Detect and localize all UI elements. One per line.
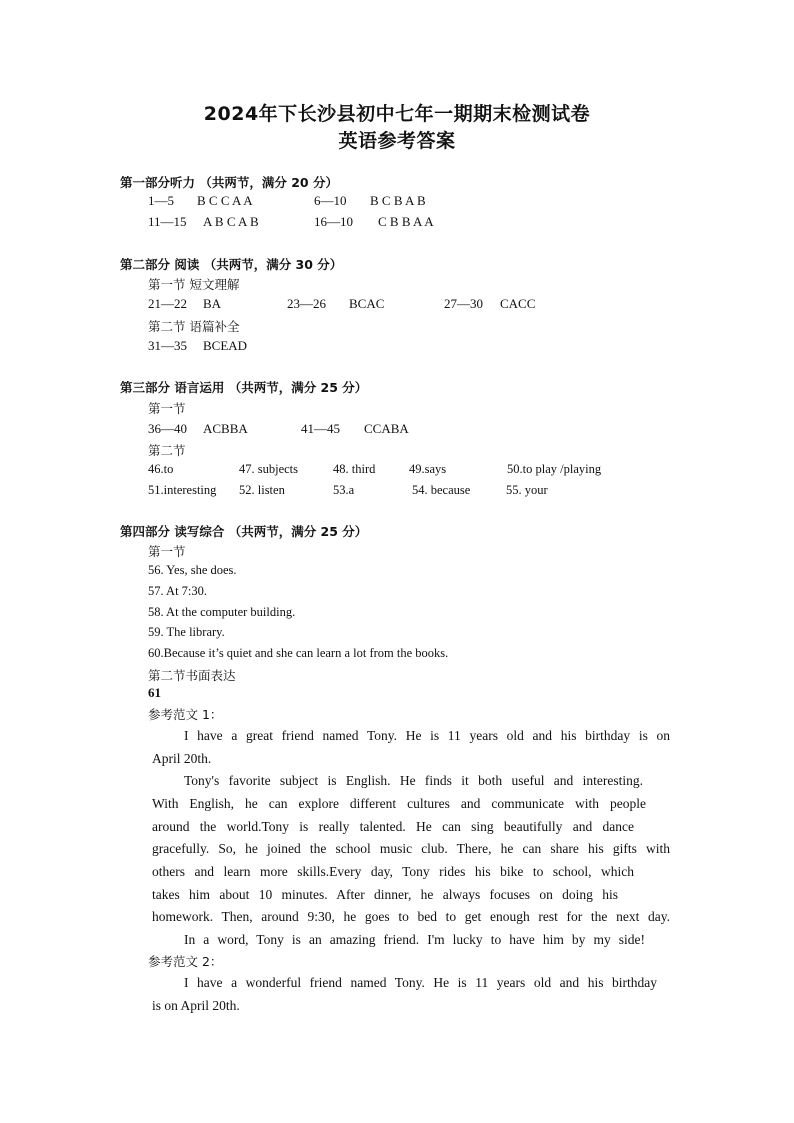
essay-line: around the world.Tony is really talented. He can sing beautifully and dance <box>152 819 634 834</box>
short-answer: 57. At 7:30. <box>148 584 208 598</box>
part1-answer: A B C A B <box>203 214 259 229</box>
sample1-label: 参考范文 1： <box>148 707 223 722</box>
part2-heading: 第二部分 阅读 （共两节，满分 30 分） <box>120 257 343 272</box>
document-title: 2024年下长沙县初中七年一期期末检测试卷 <box>203 103 591 125</box>
part3-section1-title: 第一节 <box>148 401 186 416</box>
part2-range: 21—22 <box>148 296 187 311</box>
part3-heading: 第三部分 语言运用 （共两节，满分 25 分） <box>120 380 368 395</box>
part4-section1-title: 第一节 <box>148 544 186 559</box>
short-answer: 56. Yes, she does. <box>148 563 237 577</box>
fill-answer: 50.to play /playing <box>507 462 602 476</box>
part2-section2-title: 第二节 语篇补全 <box>148 319 240 334</box>
essay-line: April 20th. <box>152 751 212 766</box>
part1-answer: B C B A B <box>370 193 426 208</box>
part3-range: 36—40 <box>148 421 187 436</box>
essay-line: homework. Then, around 9:30, he goes to bed to get enough rest for the next day. <box>152 909 670 924</box>
essay-line: In a word, Tony is an amazing friend. I'm lucky to have him by my side! <box>184 932 645 947</box>
part2-answer: CACC <box>500 296 536 311</box>
part1-range: 16—10 <box>314 214 353 229</box>
part2-range: 31—35 <box>148 338 187 353</box>
essay-line: I have a great friend named Tony. He is 11 years old and his birthday is on <box>184 728 670 743</box>
fill-answer: 49.says <box>409 462 447 476</box>
part3-answer: CCABA <box>364 421 409 436</box>
item-number: 61 <box>148 685 161 700</box>
part2-range: 23—26 <box>287 296 326 311</box>
short-answer: 59. The library. <box>148 625 225 639</box>
part1-range: 1—5 <box>148 193 174 208</box>
essay-line: I have a wonderful friend named Tony. He is 11 years old and his birthday <box>184 975 657 990</box>
part1-heading: 第一部分听力 （共两节，满分 20 分） <box>120 175 338 190</box>
essay-line: With English, he can explore different cultures and communicate with people <box>152 796 646 811</box>
part4-section2-title: 第二节书面表达 <box>148 668 236 683</box>
short-answer: 58. At the computer building. <box>148 605 296 619</box>
essay-line: takes him about 10 minutes. After dinner, he always focuses on doing his <box>152 887 618 902</box>
essay-line: Tony's favorite subject is English. He finds it both useful and interesting. <box>184 773 643 788</box>
fill-answer: 51.interesting <box>148 483 217 497</box>
essay-line: others and learn more skills.Every day, Tony rides his bike to school, which <box>152 864 634 879</box>
part3-answer: ACBBA <box>203 421 248 436</box>
part2-answer: BCAC <box>349 296 385 311</box>
part3-section2-title: 第二节 <box>148 443 186 458</box>
fill-answer: 54. because <box>412 483 471 497</box>
fill-answer: 55. your <box>506 483 548 497</box>
fill-answer: 48. third <box>333 462 376 476</box>
part2-answer: BA <box>203 296 222 311</box>
part1-answer: C B B A A <box>378 214 434 229</box>
fill-answer: 47. subjects <box>239 462 299 476</box>
part2-range: 27—30 <box>444 296 483 311</box>
part4-heading: 第四部分 读写综合 （共两节，满分 25 分） <box>120 524 368 539</box>
part3-range: 41—45 <box>301 421 340 436</box>
short-answer: 60.Because it’s quiet and she can learn a lot from the books. <box>148 646 449 660</box>
part1-range: 6—10 <box>314 193 347 208</box>
sample2-label: 参考范文 2： <box>148 954 223 969</box>
document-subtitle: 英语参考答案 <box>338 130 456 152</box>
essay-line: gracefully. So, he joined the school music club. There, he can share his gifts with <box>152 841 670 856</box>
part1-range: 11—15 <box>148 214 187 229</box>
part2-section1-title: 第一节 短文理解 <box>148 277 240 292</box>
fill-answer: 53.a <box>333 483 355 497</box>
part2-answer: BCEAD <box>203 338 248 353</box>
part1-answer: B C C A A <box>197 193 253 208</box>
fill-answer: 46.to <box>148 462 174 476</box>
essay-line: is on April 20th. <box>152 998 240 1013</box>
fill-answer: 52. listen <box>239 483 285 497</box>
